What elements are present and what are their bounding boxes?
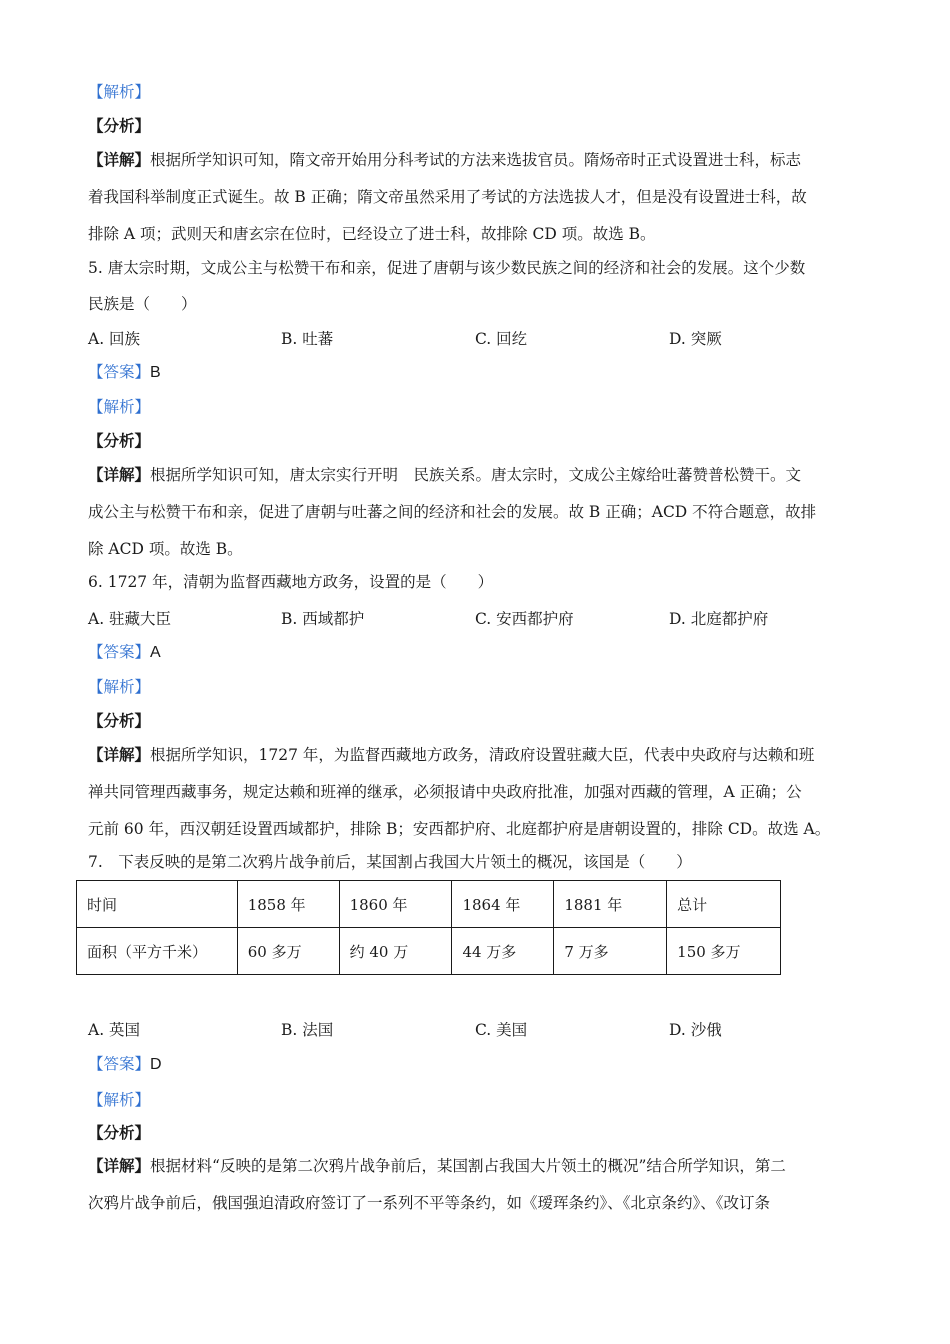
territory-table [76, 880, 781, 975]
q6-option-b: B. 西域都护 [281, 610, 365, 628]
table-cell: 约 40 万 [339, 928, 452, 975]
q7-answer [88, 1052, 162, 1074]
q7-option-b: B. 法国 [281, 1021, 334, 1039]
table-cell: 150 多万 [667, 928, 781, 975]
q7-option-a: A. 英国 [88, 1021, 141, 1039]
detail-line [88, 148, 801, 170]
table-cell: 1858 年 [237, 881, 339, 928]
detail-line: 禅共同管理西藏事务，规定达赖和班禅的继承，必须报请中央政府批准，加强对西藏的管理，A 正确；公 [88, 783, 802, 801]
analysis-heading: 【分析】 [88, 1123, 151, 1142]
detail-line [88, 743, 814, 765]
q5-option-c: C. 回纥 [475, 330, 528, 348]
answer-tag: 【答案】 [88, 1055, 151, 1073]
analysis-heading: 【分析】 [88, 116, 151, 135]
table-cell: 1864 年 [452, 881, 554, 928]
detail-line [88, 1154, 786, 1176]
answer-tag: 【答案】 [88, 643, 151, 661]
table-cell: 总计 [667, 881, 781, 928]
table-cell: 面积（平方千米） [77, 928, 238, 975]
question-7-stem: 7. 下表反映的是第二次鸦片战争前后，某国割占我国大片领土的概况，该国是（ ） [88, 853, 692, 871]
analysis-heading: 【分析】 [88, 431, 151, 450]
answer-value: D [150, 1056, 162, 1073]
detail-label: 【详解】 [88, 745, 151, 764]
table-row [77, 928, 781, 975]
detail-label: 【详解】 [88, 1156, 151, 1175]
q5-answer [88, 360, 161, 382]
analysis-tag: 【解析】 [88, 83, 151, 101]
answer-value: A [150, 644, 161, 661]
table-cell: 1860 年 [339, 881, 452, 928]
q7-option-c: C. 美国 [475, 1021, 528, 1039]
table-cell: 1881 年 [554, 881, 667, 928]
detail-label: 【详解】 [88, 150, 151, 169]
q5-option-d: D. 突厥 [669, 330, 722, 348]
question-5-stem: 5. 唐太宗时期，文成公主与松赞干布和亲，促进了唐朝与该少数民族之间的经济和社会的发展。这个少数 [88, 259, 806, 277]
question-5-stem: 民族是（ ） [88, 295, 197, 313]
detail-text: 根据所学知识可知，唐太宗实行开明 民族关系。唐太宗时，文成公主嫁给吐蕃赞普松赞干。文 [150, 466, 802, 484]
detail-line: 成公主与松赞干布和亲，促进了唐朝与吐蕃之间的经济和社会的发展。故 B 正确；ACD 不符合题意，故排 [88, 503, 817, 521]
detail-text: 根据所学知识，1727 年，为监督西藏地方政务，清政府设置驻藏大臣，代表中央政府与达赖和班 [150, 746, 815, 764]
table-cell: 7 万多 [554, 928, 667, 975]
detail-label: 【详解】 [88, 465, 151, 484]
table-cell: 时间 [77, 881, 238, 928]
analysis-heading: 【分析】 [88, 711, 151, 730]
detail-line [88, 463, 801, 485]
q6-option-a: A. 驻藏大臣 [88, 610, 172, 628]
answer-tag: 【答案】 [88, 363, 151, 381]
detail-line: 着我国科举制度正式诞生。故 B 正确；隋文帝虽然采用了考试的方法选拔人才，但是没有设置进士科，故 [88, 188, 807, 206]
detail-line: 除 ACD 项。故选 B。 [88, 540, 243, 558]
q6-answer [88, 640, 161, 662]
detail-line: 元前 60 年，西汉朝廷设置西域都护，排除 B；安西都护府、北庭都护府是唐朝设置的，排除 CD。故选 A。 [88, 820, 831, 838]
question-6-stem: 6. 1727 年，清朝为监督西藏地方政务，设置的是（ ） [88, 573, 494, 591]
q5-option-a: A. 回族 [88, 330, 141, 348]
detail-line: 次鸦片战争前后，俄国强迫清政府签订了一系列不平等条约，如《瑷珲条约》、《北京条约》、《改订条 [88, 1194, 771, 1212]
table-row [77, 881, 781, 928]
analysis-tag: 【解析】 [88, 678, 151, 696]
detail-line: 排除 A 项；武则天和唐玄宗在位时，已经设立了进士科，故排除 CD 项。故选 B。 [88, 225, 656, 243]
answer-value: B [150, 364, 161, 381]
q7-option-d: D. 沙俄 [669, 1021, 722, 1039]
analysis-tag: 【解析】 [88, 1091, 151, 1109]
q5-option-b: B. 吐蕃 [281, 330, 334, 348]
q6-option-d: D. 北庭都护府 [669, 610, 769, 628]
table-cell: 60 多万 [237, 928, 339, 975]
table-cell: 44 万多 [452, 928, 554, 975]
detail-text: 根据所学知识可知，隋文帝开始用分科考试的方法来选拔官员。隋炀帝时正式设置进士科，标志 [150, 151, 802, 169]
analysis-tag: 【解析】 [88, 398, 151, 416]
detail-text: 根据材料“反映的是第二次鸦片战争前后，某国割占我国大片领土的概况”结合所学知识，第二 [150, 1157, 786, 1175]
q6-option-c: C. 安西都护府 [475, 610, 574, 628]
